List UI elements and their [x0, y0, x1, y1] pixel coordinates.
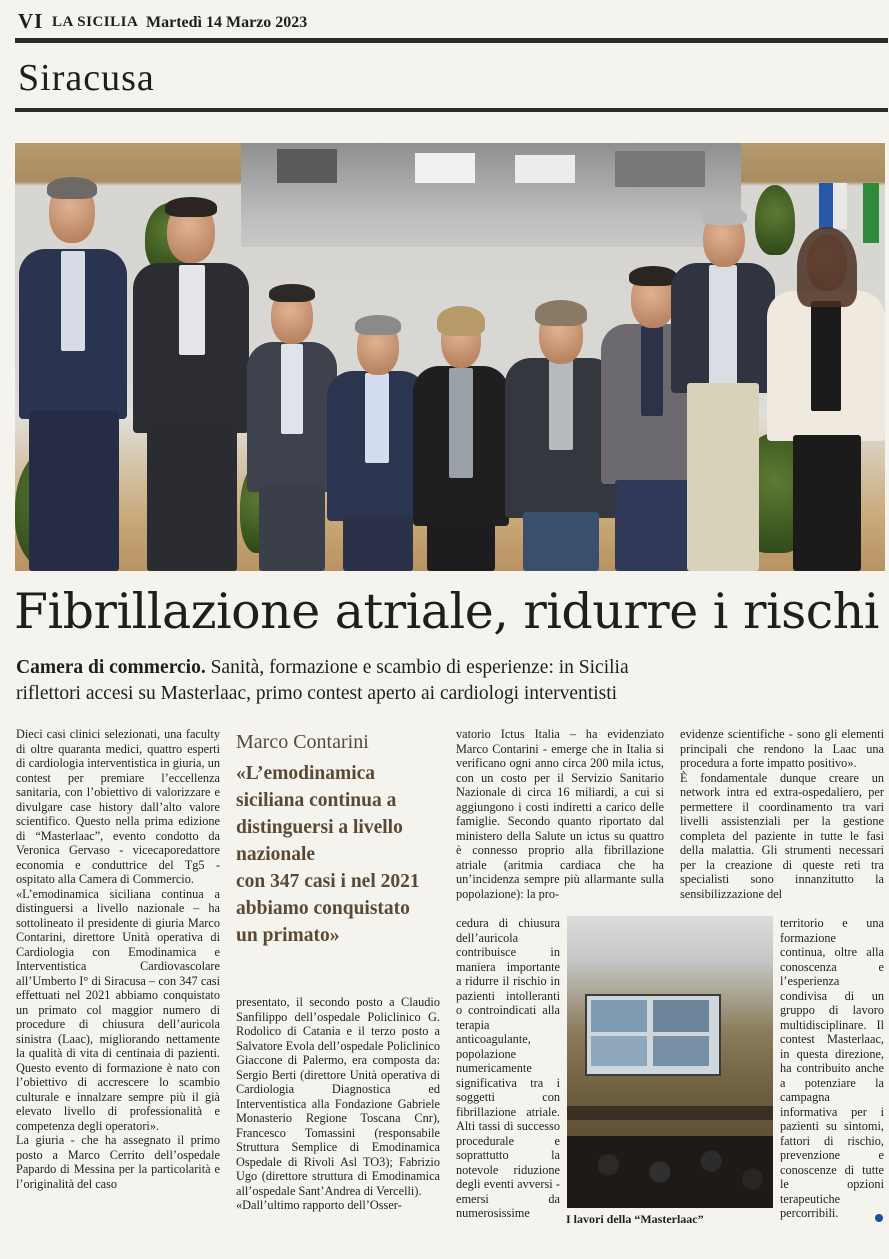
article-column-4-bottom: territorio e una formazione continua, oltre alla conoscenza e l’esperienza condivisa di un gruppo di lavoro multidisciplinare. Il contest Masterlaac, in questa direzione, ha contribuito anche a potenziare la campagna informativa per i pazienti su sintomi, fattori di rischio, prevenzione e conoscenze di tutte le opzioni terapeutiche percorribili.	[780, 916, 884, 1220]
masthead-rule	[15, 38, 888, 43]
subheadline-text-1: Sanità, formazione e scambio di esperienze: in Sicilia	[210, 657, 629, 678]
photo-caption: I lavori della “Masterlaac”	[566, 1212, 704, 1226]
newspaper-name: LA SICILIA	[52, 14, 139, 30]
section-rule	[15, 108, 888, 112]
subheadline-line-2: riflettori accesi su Masterlaac, primo contest aperto ai cardiologi interventisti	[16, 683, 618, 704]
end-of-article-mark	[875, 1214, 883, 1222]
subheadline-line-1	[16, 655, 876, 681]
article-column-3-top: vatorio Ictus Italia – ha evidenziato Marco Contarini - emerge che in Italia si verificano ogni anno circa 200 mila ictus, con un costo per il Servizio Sanitario Nazionale di circa 16 miliardi, a cui si aggiungono i costi indiretti a carico delle famiglie. Secondo quanto riportato dal ministero della Salute un ictus su quattro è connesso proprio alla fibrillazione atriale (aritmia cardiaca che ha un’incidenza sempre più allarmante sulla popolazione): la pro-	[456, 727, 664, 901]
issue-date: Martedì 14 Marzo 2023	[146, 14, 308, 31]
article-column-3-bottom: cedura di chiusura dell’auricola contribuisce in maniera importante a ridurre il rischio in pazienti intolleranti o controindicati alla terapia anticoagulante, popolazione numericamente significativa tra i soggetti con fibrillazione atriale. Alti tassi di successo procedurale e soprattutto la notevole riduzione degli eventi avversi - emersi da numerosissime	[456, 916, 560, 1220]
conference-photo	[567, 916, 773, 1208]
page-number: VI	[18, 9, 44, 33]
article-column-1: Dieci casi clinici selezionati, una faculty di oltre quaranta medici, quattro esperti di cardiologia interventistica in giuria, un contest per premiare l’eccellenza sanitaria, con l’obiettivo di valorizzare e divulgare case history dall’alto valore scientifico. Questo nella prima edizione di “Masterlaac”, evento condotto da Veronica Gervaso - vicecaporedattore economia e conduttrice del Tg5 - ospitato alla Camera di Commercio. «L’emodinamica siciliana continua a distinguersi a livello nazionale – ha sottolineato il presidente di giuria Marco Contarini, direttore Unità operativa di Cardiologia con Emodinamica e Interventistica Cardiovascolare all’Umberto I° di Siracusa – con 347 casi effettuati nel 2021 abbiamo conquistato un primato col maggior numero di procedure di chiusura dell’auricola sinistra (Laac), migliorando nettamente la qualità di vita di centinaia di pazienti. Questo evento di formazione è nato con l’obiettivo di accrescere lo scambio culturale e innalzare sempre più il già elevato livello di professionalità e competenza degli operatori». La giuria - che ha assegnato il primo posto a Marco Cerrito dell’ospedale Papardo di Messina per la particolarità e l’originalità del caso	[16, 727, 220, 1191]
pull-quote-name: Marco Contarini	[236, 731, 369, 753]
subheadline-kicker: Camera di commercio.	[16, 657, 206, 678]
headline: Fibrillazione atriale, ridurre i rischi	[14, 583, 879, 640]
subheadline	[16, 655, 876, 707]
section-title: Siracusa	[18, 57, 155, 99]
article-column-4-top: evidenze scientifiche - sono gli elementi principali che rendono la Laac una procedura a forte impatto positivo». È fondamentale dunque creare un network intra ed extra-ospedaliero, per permettere il coordinamento tra vari livelli assistenziali per la gestione completa del paziente in tutte le fasi della malattia. Gli strumenti necessari per la creazione di queste reti tra specialisti sono innanzitutto la sensibilizzazione del	[680, 727, 884, 901]
article-column-2: presentato, il secondo posto a Claudio Sanfilippo dell’ospedale Policlinico G. Rodolico di Catania e il terzo posto a Salvatore Evola dell’ospedale Policlinico Giaccone di Palermo, era composta da: Sergio Berti (direttore Unità operativa di Cardiologia Diagnostica ed Interventistica alla Fondazione Gabriele Monasterio Regione Toscana Cnr), Francesco Tomassini (responsabile Struttura Semplice di Emodinamica Ospedale di Rivoli Asl TO3); Fabrizio Ugo (direttore struttura di Emodinamica all’ospedale Sant’Andrea di Vercelli). «Dall’ultimo rapporto dell’Osser-	[236, 995, 440, 1212]
pull-quote: «L’emodinamica siciliana continua a distinguersi a livello nazionale con 347 casi i nel 2021 abbiamo conquistato un primato»	[236, 763, 420, 946]
group-photo	[15, 143, 885, 571]
